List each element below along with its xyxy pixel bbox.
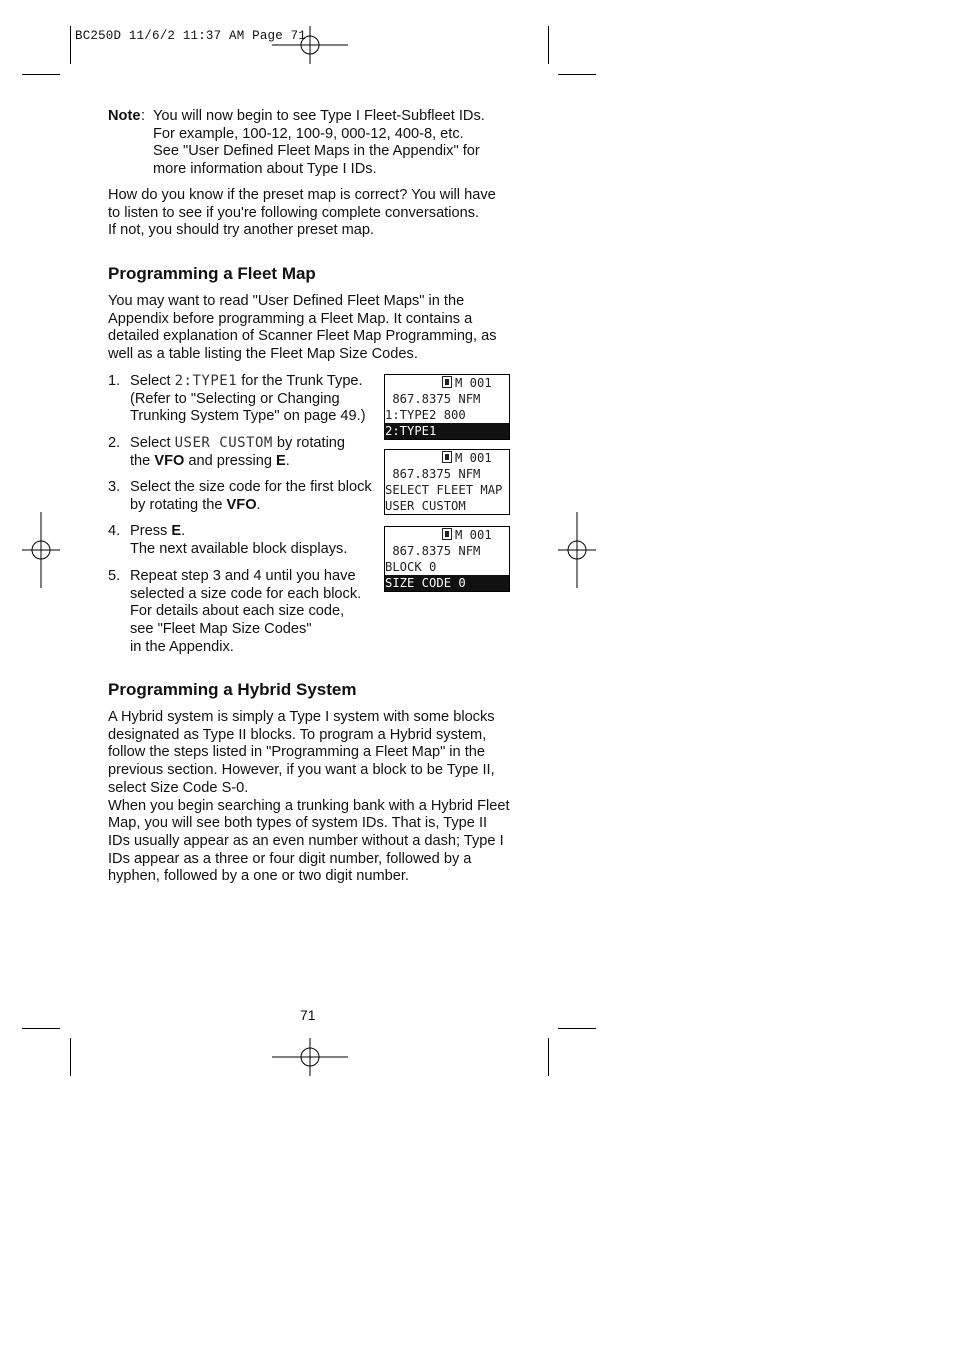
lcd-display: [384, 449, 510, 515]
paragraph-line: If not, you should try another preset map.: [108, 222, 375, 239]
paragraph-line: A Hybrid system is simply a Type I system with some blocks: [108, 709, 495, 725]
note-line: See "User Defined Fleet Maps in the Appendix" for: [153, 143, 480, 160]
note-line: For example, 100-12, 100-9, 000-12, 400-8, etc.: [153, 125, 464, 142]
step-text: [130, 479, 372, 514]
memory-icon: [442, 376, 452, 388]
lcd-status-row: M 001: [385, 527, 509, 543]
note-label: Note: [108, 108, 141, 124]
paragraph-line: Appendix before programming a Fleet Map. It contains a: [108, 310, 473, 327]
section-heading-hybrid-system: Programming a Hybrid System: [108, 680, 357, 699]
memory-icon: [442, 528, 452, 540]
paragraph-line: Map, you will see both types of system IDs. That is, Type II: [108, 815, 488, 832]
registration-mark-icon: [22, 512, 60, 588]
paragraph-line: How do you know if the preset map is correct? You will have: [108, 187, 496, 203]
lcd-row: BLOCK 0: [385, 560, 437, 574]
note-line: more information about Type I IDs.: [153, 161, 377, 178]
crop-mark: [548, 1038, 549, 1076]
lcd-row: SELECT FLEET MAP: [385, 483, 503, 497]
step-number: 5.: [108, 568, 121, 584]
note-text: [153, 108, 485, 179]
lcd-display: [384, 526, 510, 592]
paragraph-line: detailed explanation of Scanner Fleet Map Programming, as: [108, 328, 497, 345]
step-text: [130, 568, 361, 657]
paragraph-line: designated as Type II blocks. To program a Hybrid system,: [108, 726, 487, 743]
crop-mark: [548, 26, 549, 64]
crop-mark: [22, 74, 60, 75]
crop-mark: [558, 74, 596, 75]
paragraph-line: You may want to read "User Defined Fleet Maps" in the: [108, 293, 465, 309]
crop-mark: [558, 1028, 596, 1029]
lcd-text: USER CUSTOM: [174, 435, 273, 451]
crop-mark: [22, 1028, 60, 1029]
paragraph-line: to listen to see if you're following complete conversations.: [108, 204, 480, 221]
step-line: For details about each size code,: [130, 603, 345, 620]
note-colon: :: [141, 108, 146, 124]
step-line: by rotating the VFO.: [130, 496, 261, 513]
step-line: selected a size code for each block.: [130, 585, 362, 602]
lcd-row: 867.8375 NFM: [385, 544, 481, 558]
step-line: Repeat step 3 and 4 until you have: [130, 568, 356, 584]
lcd-display: [384, 374, 510, 440]
step-line: The next available block displays.: [130, 540, 348, 557]
paragraph-line: follow the steps listed in "Programming a Fleet Map" in the: [108, 744, 486, 761]
paragraph-line: well as a table listing the Fleet Map Size Codes.: [108, 346, 418, 363]
step-line: (Refer to "Selecting or Changing: [130, 390, 340, 407]
paragraph-line: IDs usually appear as an even number without a dash; Type I: [108, 832, 504, 849]
registration-mark-icon: [272, 1038, 348, 1076]
fleet-map-paragraph: [108, 293, 518, 364]
step-line: Select USER CUSTOM by rotating: [130, 435, 346, 451]
step-text: [130, 435, 345, 470]
step-line: Press E.: [130, 523, 186, 539]
lcd-row: 1:TYPE2 800: [385, 408, 466, 422]
step-line: the VFO and pressing E.: [130, 452, 290, 469]
step-line: Select 2:TYPE1 for the Trunk Type.: [130, 373, 363, 389]
intro-paragraph: [108, 187, 518, 240]
step-text: [130, 523, 347, 558]
lcd-row-selected: 2:TYPE1: [385, 423, 509, 439]
registration-mark-icon: [558, 512, 596, 588]
step-text: [130, 373, 366, 426]
lcd-status-row: M 001: [385, 375, 509, 391]
paragraph-line: When you begin searching a trunking bank with a Hybrid Fleet: [108, 797, 510, 814]
step-number: 4.: [108, 523, 121, 539]
memory-icon: [442, 451, 452, 463]
section-heading-fleet-map: Programming a Fleet Map: [108, 264, 316, 283]
note-line: You will now begin to see Type I Fleet-Subfleet IDs.: [153, 108, 485, 124]
lcd-row: USER CUSTOM: [385, 499, 466, 513]
step-number: 1.: [108, 373, 121, 389]
lcd-status-row: M 001: [385, 450, 509, 466]
step-line: in the Appendix.: [130, 638, 234, 655]
paragraph-line: IDs appear as a three or four digit number, followed by a: [108, 850, 472, 867]
page-number: 71: [300, 1007, 316, 1023]
paragraph-line: previous section. However, if you want a block to be Type II,: [108, 762, 495, 779]
print-slug: BC250D 11/6/2 11:37 AM Page 71: [75, 29, 307, 43]
step-line: Trunking System Type" on page 49.): [130, 408, 366, 425]
crop-mark: [70, 1038, 71, 1076]
paragraph-line: select Size Code S-0.: [108, 779, 249, 796]
lcd-row: 867.8375 NFM: [385, 392, 481, 406]
step-line: Select the size code for the first block: [130, 479, 372, 495]
lcd-row: 867.8375 NFM: [385, 467, 481, 481]
registration-mark-icon: [272, 26, 348, 64]
crop-mark: [70, 26, 71, 64]
step-number: 3.: [108, 479, 121, 495]
lcd-text: 2:TYPE1: [174, 373, 238, 389]
step-number: 2.: [108, 435, 121, 451]
hybrid-paragraph: [108, 709, 518, 886]
step-line: see "Fleet Map Size Codes": [130, 621, 312, 638]
lcd-row-selected: SIZE CODE 0: [385, 575, 509, 591]
paragraph-line: hyphen, followed by a one or two digit number.: [108, 868, 409, 885]
